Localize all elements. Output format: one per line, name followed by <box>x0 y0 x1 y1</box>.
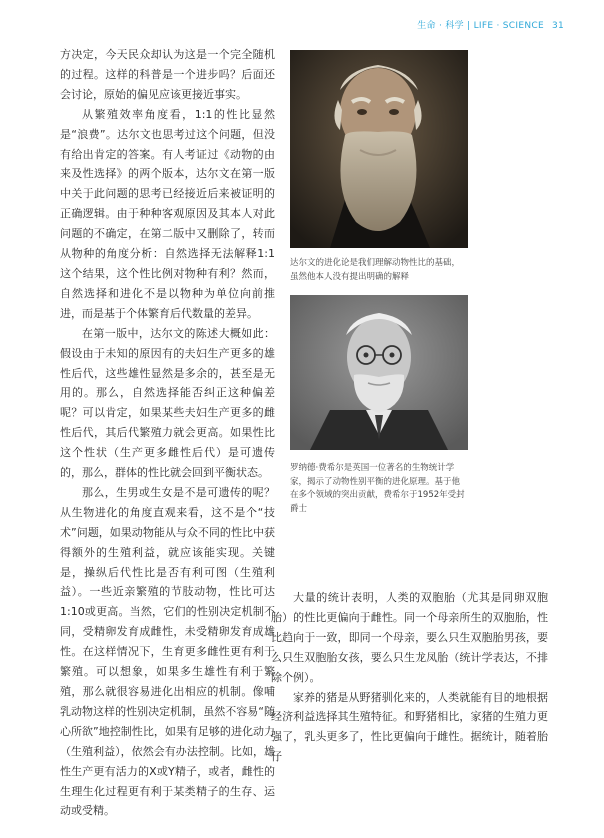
figure-caption: 达尔文的进化论是我们理解动物性比的基础，虽然他本人没有提出明确的解释 <box>290 258 461 282</box>
section-label: 生命 · 科学 | LIFE · SCIENCE <box>417 21 544 31</box>
paragraph: 那么，生男或生女是不是可遗传的呢？从生物进化的角度直观来看，这不是个“技术”问题，如果动物能从与众不同的性比中获得额外的生殖利益，就应该能实现。关键是，操纵后代性比是否有利可图（生殖利益）。一些近亲繁殖的节肢动物，性比可达1:10或更高。当然，它们的性别决定机制不同，受精卵发育成雌性，未受精卵发育成雄性。在这样情况下，生育更多雌性更有利于繁殖。可以想象，如果多生雄性有利于繁殖，那么就很容易进化出相应的机制。像哺乳动物这样的性别决定机制，虽然不容易“随心所欲”地控制性比，如果有足够的进化动力（生殖利益），依然会有办法控制。比如，雄性生产更有活力的X或Y精子，或者，雌性的生理生化过程更有利于某类精子的生存、运动或受精。 <box>60 485 275 818</box>
left-text-column <box>60 45 275 821</box>
darwin-portrait-photo <box>290 50 468 248</box>
paragraph: 大量的统计表明，人类的双胞胎（尤其是同卵双胞胎）的性比更偏向于雌性。同一个母亲所生的双胞胎，性比趋向于一致，即同一个母亲，要么只生双胞胎男孩，要么只生双胞胎女孩，要么只生龙凤胎（统计学表达，不排除个例）。 <box>271 591 548 684</box>
paragraph: 方决定，今天民众却认为这是一个完全随机的过程。这样的科普是一个进步吗？后面还会讨论，原始的偏见应该更接近事实。 <box>60 48 275 101</box>
paragraph: 从繁殖效率角度看，1:1的性比显然是“浪费”。达尔文也思考过这个问题，但没有给出肯定的答案。有人考证过《动物的由来及性选择》的两个版本，达尔文在第一版中关于此问题的思考已经接近后来被证明的正确逻辑。由于种种客观原因及其本人对此问题的不确定，在第二版中又删除了，转而从物种的角度分析：自然选择无法解释1:1这个结果，这个性比例对物种有利？然而，自然选择和进化不是以物种为单位向前推进，而是基于个体繁育后代数量的差异。 <box>60 107 275 320</box>
right-text-column <box>271 588 548 767</box>
page-number: 31 <box>551 21 564 31</box>
running-header <box>417 18 564 31</box>
fisher-portrait-photo <box>290 295 468 450</box>
figure-caption: 罗纳德·费希尔是英国一位著名的生物统计学家，揭示了动物性别平衡的进化原理。基于他在多个领域的突出贡献，费希尔于1952年受封爵士 <box>290 463 465 514</box>
paragraph: 家养的猪是从野猪驯化来的，人类就能有目的地根据经济利益选择其生殖特征。和野猪相比，家猪的生殖力更强了，乳头更多了，性比更偏向于雌性。据统计，随着胎仔 <box>271 690 548 764</box>
paragraph: 在第一版中，达尔文的陈述大概如此：假设由于未知的原因有的夫妇生产更多的雄性后代，这些雄性显然是多余的，甚至是无用的。那么，自然选择能否纠正这种偏差呢？可以肯定，如果某些夫妇生产更多的雌性后代，其后代繁殖力就会更高。如果性比这个性状（生产更多雌性后代）是可遗传的，那么，群体的性比就会回到平衡状态。 <box>60 326 275 480</box>
